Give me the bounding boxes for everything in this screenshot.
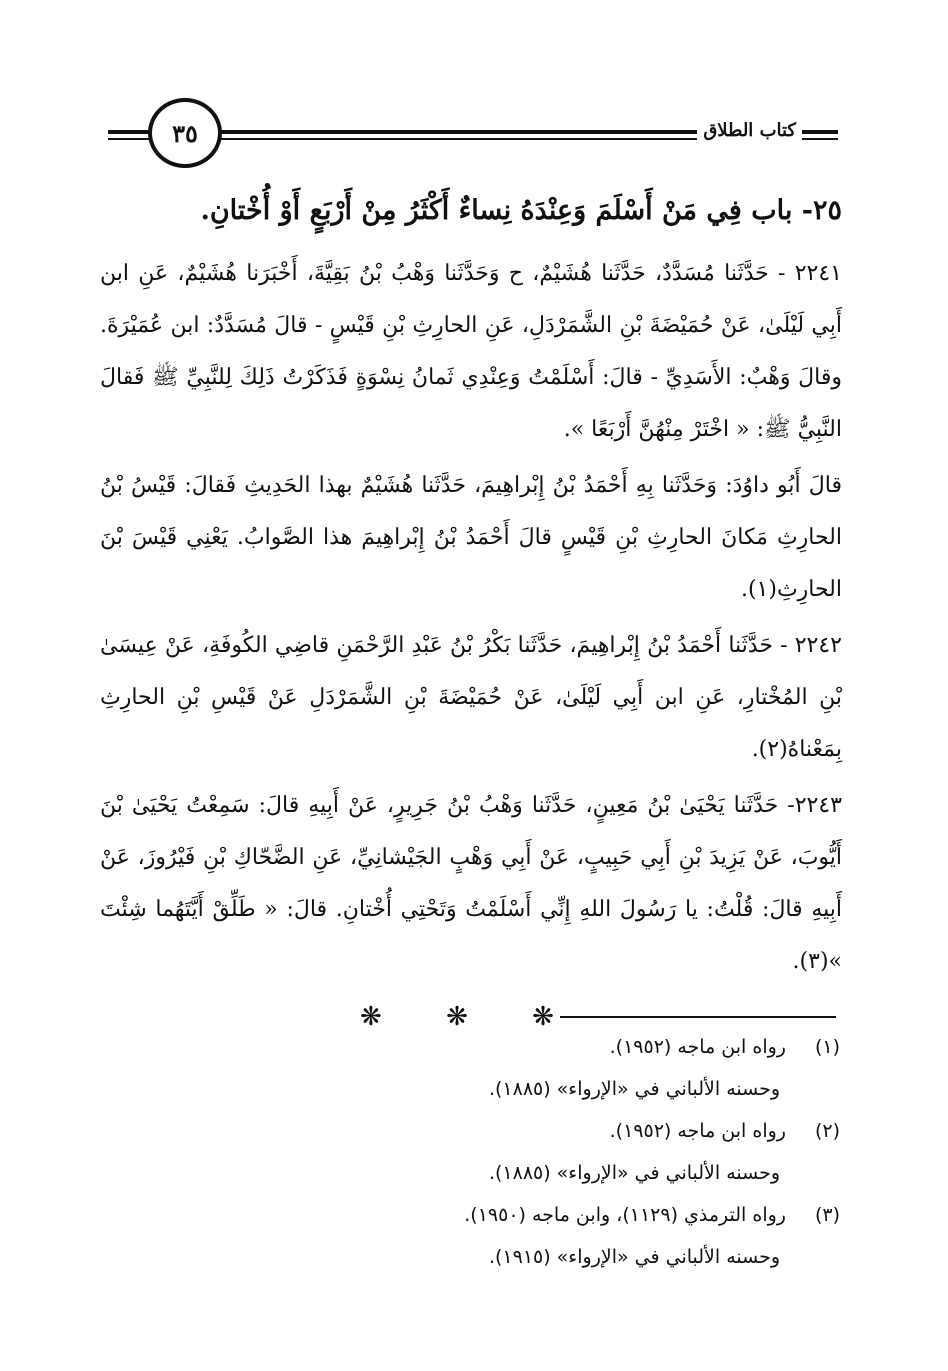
hadith-2242: ٢٢٤٢ - حَدَّثَنا أَحْمَدُ بْنُ إِبْراهِيمَ، حَدَّثَنا بَكْرُ بْنُ عَبْدِ الرَّحْمَنِ قاضِي الكُوفَةِ، عَنْ عِيسَىٰ بْنِ المُخْتارِ، عَنِ ابن أَبِي لَيْلَىٰ، عَنْ حُمَيْضَةَ بْنِ الشَّمَرْدَلِ عَنْ قَيْسِ بْنِ الحارِثِ بِمَعْناهُ(٢). <box>100 633 842 762</box>
main-text <box>100 188 842 1032</box>
header-rule-left-thin <box>108 138 150 140</box>
page-number: ٣٥ <box>148 98 222 168</box>
page-header <box>108 96 838 176</box>
footnote-number: (٢) <box>814 1120 840 1142</box>
footnote-line <box>330 1110 840 1152</box>
footnote-number: (١) <box>814 1036 840 1058</box>
footnote-line <box>330 1152 840 1194</box>
hadith-2241: ٢٢٤١ - حَدَّثَنا مُسَدَّدٌ، حَدَّثَنا هُشَيْمٌ، ح وَحَدَّثَنا وَهْبُ بْنُ بَقِيَّةَ، أَخْبَرَنا هُشَيْمٌ، عَنِ ابن أَبِي لَيْلَىٰ، عَنْ حُمَيْضَةَ بْنِ الشَّمَرْدَلِ، عَنِ الحارِثِ بْنِ قَيْسٍ - قالَ مُسَدَّدٌ: ابن عُمَيْرَةَ. وقالَ وَهْبٌ: الأَسَدِيِّ - قالَ: أَسْلَمْتُ وَعِنْدِي ثَمانُ نِسْوَةٍ فَذَكَرْتُ ذَلِكَ لِلنَّبِيِّ ﷺ فَقالَ النَّبِيُّ ﷺ: « اخْتَرْ مِنْهُنَّ أَرْبَعًا ». <box>100 261 842 442</box>
footnote-rule <box>560 1016 836 1018</box>
footnote-line <box>330 1194 840 1236</box>
footnote-text: رواه ابن ماجه (١٩٥٢). <box>609 1036 786 1058</box>
footnote-text: وحسنه الألباني في «الإرواء» (١٩١٥). <box>488 1246 780 1268</box>
abu-dawud-note: قالَ أَبُو داوُدَ: وَحَدَّثَنا بِهِ أَحْمَدُ بْنُ إِبْراهِيمَ، حَدَّثَنا هُشَيْمٌ بهذا الحَدِيثِ فَقالَ: قَيْسُ بْنُ الحارِثِ مَكانَ الحارِثِ بْنِ قَيْسٍ قالَ أَحْمَدُ بْنُ إِبْراهِيمَ هذا الصَّوابُ. يَعْنِي قَيْسَ بْنَ الحارِثِ(١). <box>100 473 842 602</box>
footnote-text: وحسنه الألباني في «الإرواء» (١٨٨٥). <box>488 1078 780 1100</box>
footnote-line <box>330 1068 840 1110</box>
section-separator: ❋ ❋ ❋ <box>360 1002 582 1032</box>
footnote-line <box>330 1236 840 1278</box>
header-rule-left <box>108 130 150 134</box>
chapter-title: ٢٥- باب فِي مَنْ أَسْلَمَ وَعِنْدَهُ نِساءٌ أَكْثَرُ مِنْ أَرْبَعٍ أَوْ أُخْتانِ. <box>200 195 842 226</box>
footnote-line <box>330 1026 840 1068</box>
footnote-number: (٣) <box>814 1204 840 1226</box>
footnote-text: رواه ابن ماجه (١٩٥٢). <box>609 1120 786 1142</box>
footnote-text: وحسنه الألباني في «الإرواء» (١٨٨٥). <box>488 1162 780 1184</box>
book-title: كتاب الطلاق <box>697 120 802 141</box>
footnotes <box>330 1026 840 1278</box>
hadith-2243: ٢٢٤٣- حَدَّثَنا يَحْيَىٰ بْنُ مَعِينٍ، حَدَّثَنا وَهْبُ بْنُ جَرِيرٍ، عَنْ أَبِيهِ قالَ: سَمِعْتُ يَحْيَىٰ بْنَ أَيُّوبَ، عَنْ يَزِيدَ بْنِ أَبِي حَبِيبٍ، عَنْ أَبِي وَهْبٍ الجَيْشانِيِّ، عَنِ الضَّحّاكِ بْنِ فَيْرُوزَ، عَنْ أَبِيهِ قالَ: قُلْتُ: يا رَسُولَ اللهِ إِنِّي أَسْلَمْتُ وَتَحْتِي أُخْتانِ. قالَ: « طَلِّقْ أَيَّتَهُما شِئْتَ »(٣). <box>100 793 842 974</box>
footnote-text: رواه الترمذي (١١٢٩)، وابن ماجه (١٩٥٠). <box>464 1204 786 1226</box>
